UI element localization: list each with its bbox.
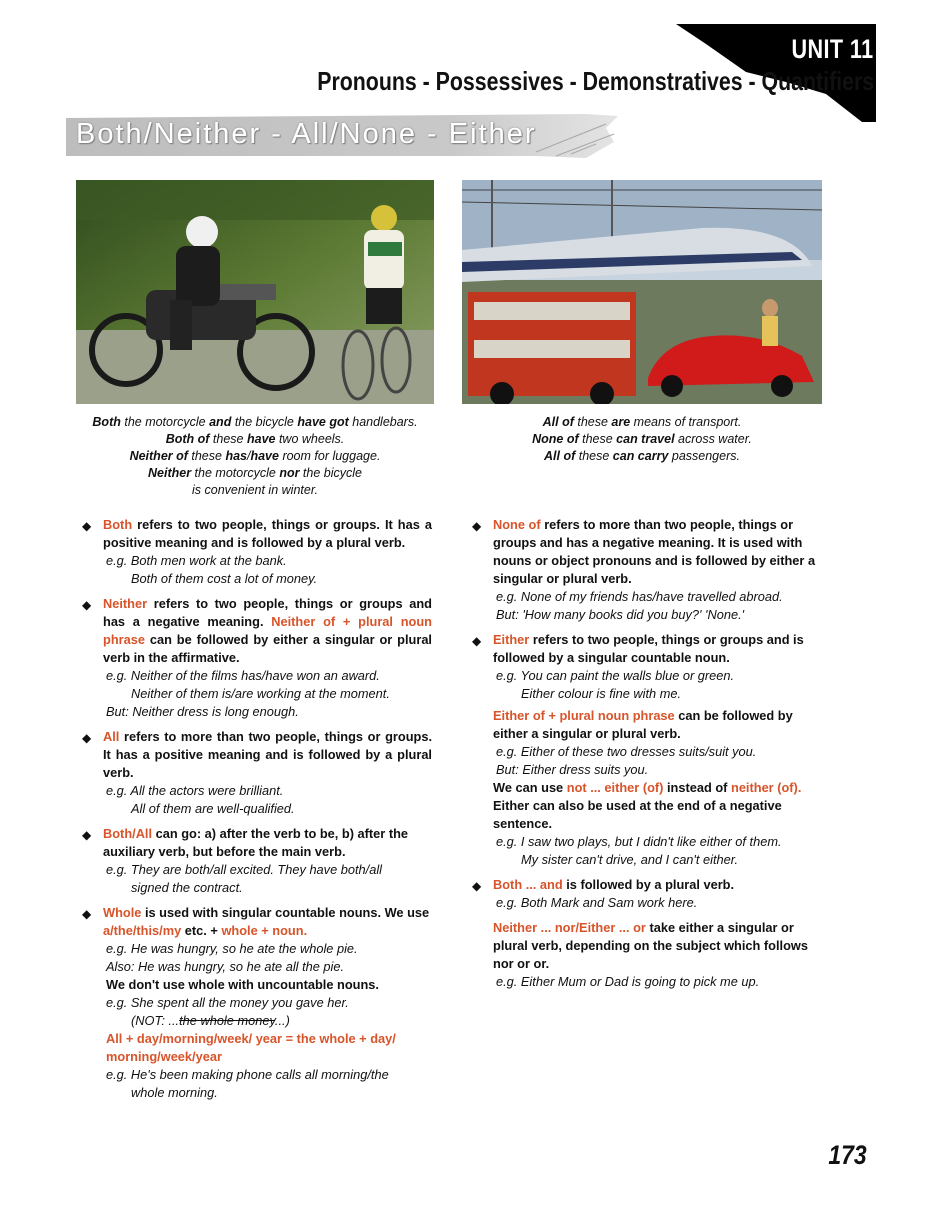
struck-phrase: the whole money (179, 1013, 275, 1028)
transport-photo (462, 180, 822, 404)
example: e.g. They are both/all excited. They have both/all (106, 862, 383, 877)
example: Neither of them is/are working at the moment. (131, 686, 390, 701)
caption-line: Both of these have two wheels. (165, 432, 345, 446)
bullet-icon: ◆ (472, 519, 482, 533)
key-phrase: neither (of). (731, 780, 802, 795)
section-both (82, 516, 432, 588)
caption-line: All of these are means of transport. (542, 415, 742, 429)
rule-body: is followed by a plural verb. (566, 877, 735, 892)
rule-text (493, 779, 826, 797)
key-term: Both ... and (493, 877, 563, 892)
example: Both of them cost a lot of money. (131, 571, 318, 586)
example-not (103, 1012, 432, 1030)
example: e.g. He was hungry, so he ate the whole pie. (106, 941, 358, 956)
section-whole (82, 904, 432, 1102)
rule-body: can be followed by either a singular or plural verb. (493, 708, 793, 741)
key-term: Whole (103, 905, 142, 920)
example: All of them are well-qualified. (131, 801, 295, 816)
caption-left (76, 414, 434, 499)
example: e.g. Either Mum or Dad is going to pick me up. (496, 974, 760, 989)
rule-body: We can use (493, 780, 564, 795)
example: My sister can't drive, and I can't either. (521, 852, 739, 867)
caption-line: Both the motorcycle and the bicycle have got handlebars. (92, 415, 418, 429)
page-number: 173 (828, 1140, 867, 1170)
bullet-icon: ◆ (82, 519, 92, 533)
bullet-icon: ◆ (82, 598, 92, 612)
rule-body: refers to more than two people, things or groups. It has a positive meaning and is followed by a plural verb. (103, 729, 432, 780)
not-prefix: (NOT: ... (131, 1013, 180, 1028)
key-term: None of (493, 517, 541, 532)
example: But: 'How many books did you buy?' 'None.' (496, 607, 745, 622)
key-phrase: whole + noun. (221, 923, 308, 938)
section-neither-nor (472, 919, 826, 991)
rule-text (103, 516, 432, 552)
example: signed the contract. (131, 880, 243, 895)
rule-text: Either can also be used at the end of a negative sentence. (493, 798, 782, 831)
example: e.g. Both Mark and Sam work here. (496, 895, 698, 910)
example: e.g. Neither of the films has/have won an award. (106, 668, 380, 683)
rule-text (103, 904, 432, 940)
section-either (472, 631, 826, 869)
caption-line: is convenient in winter. (192, 483, 318, 497)
section-neither (82, 595, 432, 721)
example: But: Either dress suits you. (496, 762, 649, 777)
rule-body: etc. + (184, 923, 218, 938)
rule-body: refers to two people, things or groups. It has a positive meaning and is followed by a plural verb. (103, 517, 432, 550)
section-both-all (82, 825, 432, 897)
section-both-and (472, 876, 826, 912)
example: But: Neither dress is long enough. (106, 704, 299, 719)
caption-line: All of these can carry passengers. (544, 449, 740, 463)
unit-topic: Pronouns - Possessives - Demonstratives - Quantifiers (317, 66, 874, 96)
motorcycle-bicycle-photo (76, 180, 434, 404)
rule-text (493, 631, 826, 667)
example: Either colour is fine with me. (521, 686, 682, 701)
banner-title: Both/Neither - All/None - Either (76, 118, 537, 150)
bullet-icon: ◆ (82, 907, 92, 921)
key-term: All (103, 729, 120, 744)
caption-line: Neither the motorcycle nor the bicycle (148, 466, 362, 480)
rule-text (493, 876, 826, 894)
key-term: Either (493, 632, 530, 647)
rule-text (103, 728, 432, 782)
example: e.g. She spent all the money you gave her. (106, 995, 349, 1010)
bullet-icon: ◆ (82, 828, 92, 842)
key-term: Both (103, 517, 133, 532)
not-suffix: ...) (274, 1013, 290, 1028)
key-phrase: not ... either (of) (566, 780, 664, 795)
key-term: Both/All (103, 826, 153, 841)
example: e.g. All the actors were brilliant. (106, 783, 284, 798)
section-all (82, 728, 432, 818)
bullet-icon: ◆ (472, 634, 482, 648)
caption-right (462, 414, 822, 465)
section-none (472, 516, 826, 624)
example: Also: He was hungry, so he ate all the pie. (106, 959, 345, 974)
rule-text (103, 825, 432, 861)
left-column (82, 516, 432, 1109)
example: e.g. He's been making phone calls all morning/the (106, 1067, 389, 1082)
bullet-icon: ◆ (82, 731, 92, 745)
key-phrase: Neither of + plural noun phrase (103, 614, 432, 647)
unit-label: UNIT 11 (791, 34, 874, 64)
key-phrase: Neither ... nor/Either ... or (493, 920, 646, 935)
rule-body: is used with singular countable nouns. We use (144, 905, 430, 920)
rule-text (493, 919, 826, 973)
rule-body: refers to more than two people, things or groups and has a negative meaning. It is used with nouns or object pronouns and is followed by either a singular or plural verb. (493, 517, 816, 586)
rule-text (103, 595, 432, 667)
rule-body: can be followed by either a singular or plural verb in the affirmative. (103, 632, 432, 665)
rule-text (493, 516, 826, 588)
rule-body: refers to two people, things or groups and is followed by a singular countable noun. (493, 632, 804, 665)
key-phrase: Either of + plural noun phrase (493, 708, 675, 723)
example: whole morning. (131, 1085, 218, 1100)
right-column (472, 516, 826, 998)
example: e.g. I saw two plays, but I didn't like either of them. (496, 834, 782, 849)
rule-body: refers to two people, things or groups and has a negative meaning. (103, 596, 432, 629)
caption-line: Neither of these has/have room for luggage. (129, 449, 381, 463)
rule-text: We don't use whole with uncountable nouns. (106, 977, 379, 992)
rule-body: instead of (667, 780, 728, 795)
example: e.g. Either of these two dresses suits/suit you. (496, 744, 757, 759)
example: e.g. You can paint the walls blue or green. (496, 668, 735, 683)
key-phrase: All + day/morning/week/ year = the whole + day/ morning/week/year (106, 1031, 396, 1064)
example: e.g. Both men work at the bank. (106, 553, 287, 568)
rule-body: take either a singular or plural verb, depending on the subject which follows nor or or. (493, 920, 808, 971)
rule-body: can go: a) after the verb to be, b) after the auxiliary verb, but before the main verb. (103, 826, 409, 859)
key-phrase: a/the/this/my (103, 923, 182, 938)
example: e.g. None of my friends has/have travelled abroad. (496, 589, 783, 604)
caption-line: None of these can travel across water. (532, 432, 752, 446)
key-term: Neither (103, 596, 148, 611)
rule-text (493, 707, 826, 743)
bullet-icon: ◆ (472, 879, 482, 893)
